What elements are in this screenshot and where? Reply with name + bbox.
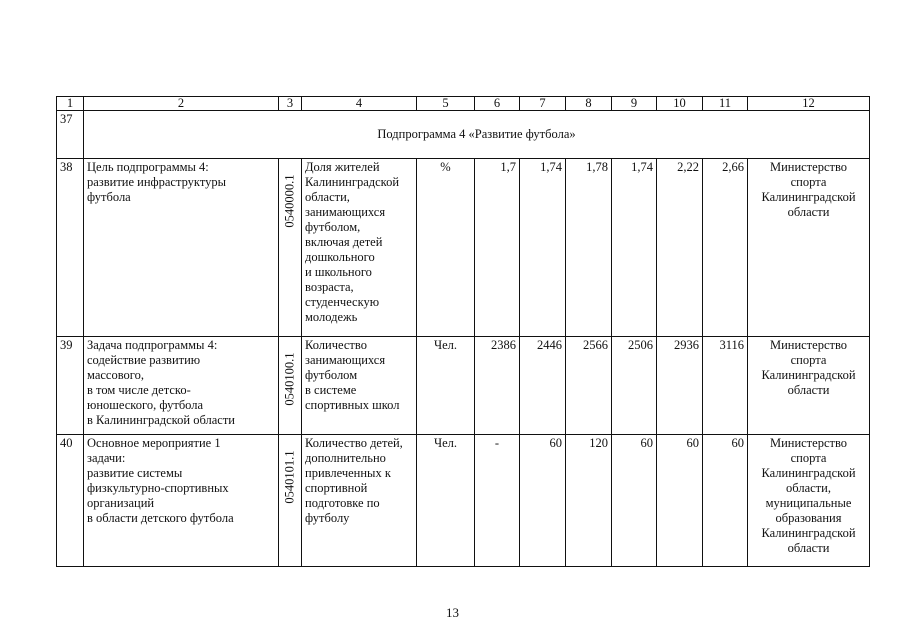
row-value: 2,22: [657, 159, 703, 337]
row-value: 120: [566, 435, 612, 567]
row-code: [279, 159, 302, 337]
row-unit: %: [417, 159, 475, 337]
table-row: [57, 159, 870, 337]
column-number: 6: [475, 97, 520, 111]
row-indicator: Количество детей, дополнительно привлеченных к спортивной подготовке по футболу: [302, 435, 417, 567]
row-name: Основное мероприятие 1 задачи: развитие системы физкультурно-спортивных организаций в области детского футбола: [84, 435, 279, 567]
subprogram-title: Подпрограмма 4 «Развитие футбола»: [84, 111, 870, 159]
column-number-row: [57, 97, 870, 111]
row-name: Цель подпрограммы 4: развитие инфраструктуры футбола: [84, 159, 279, 337]
subprogram-row: [57, 111, 870, 159]
row-value: -: [475, 435, 520, 567]
row-unit: Чел.: [417, 337, 475, 435]
row-code-text: 0540000.1: [282, 174, 297, 228]
column-number: 1: [57, 97, 84, 111]
column-number: 10: [657, 97, 703, 111]
row-value: 2386: [475, 337, 520, 435]
row-name: Задача подпрограммы 4: содействие развитию массового, в том числе детско- юношеского, футбола в Калининградской области: [84, 337, 279, 435]
table-row: [57, 337, 870, 435]
row-value: 2506: [612, 337, 657, 435]
row-code-text: 0540100.1: [282, 352, 297, 406]
row-indicator: Количество занимающихся футболом в системе спортивных школ: [302, 337, 417, 435]
row-value: 2936: [657, 337, 703, 435]
column-number: 3: [279, 97, 302, 111]
column-number: 4: [302, 97, 417, 111]
column-number: 2: [84, 97, 279, 111]
row-value: 1,78: [566, 159, 612, 337]
row-responsible: Министерство спорта Калининградской области: [748, 337, 870, 435]
column-number: 8: [566, 97, 612, 111]
row-value: 60: [657, 435, 703, 567]
row-code: [279, 337, 302, 435]
row-value: 2,66: [703, 159, 748, 337]
row-number: 39: [57, 337, 84, 435]
page-number: 13: [446, 605, 459, 620]
column-number: 12: [748, 97, 870, 111]
row-responsible: Министерство спорта Калининградской области, муниципальные образования Калининградской области: [748, 435, 870, 567]
row-value: 2566: [566, 337, 612, 435]
row-unit: Чел.: [417, 435, 475, 567]
row-value: 60: [703, 435, 748, 567]
column-number: 11: [703, 97, 748, 111]
table-row: [57, 435, 870, 567]
row-value: 2446: [520, 337, 566, 435]
row-value: 1,74: [612, 159, 657, 337]
row-responsible: Министерство спорта Калининградской области: [748, 159, 870, 337]
row-number: 37: [57, 111, 84, 159]
indicators-table: [56, 96, 870, 567]
column-number: 9: [612, 97, 657, 111]
column-number: 5: [417, 97, 475, 111]
row-code-text: 0540101.1: [282, 450, 297, 504]
row-value: 3116: [703, 337, 748, 435]
row-code: [279, 435, 302, 567]
row-value: 1,7: [475, 159, 520, 337]
row-value: 60: [612, 435, 657, 567]
row-number: 40: [57, 435, 84, 567]
row-value: 60: [520, 435, 566, 567]
row-value: 1,74: [520, 159, 566, 337]
row-number: 38: [57, 159, 84, 337]
row-indicator: Доля жителей Калининградской области, занимающихся футболом, включая детей дошкольного и школьного возраста, студенческую молодежь: [302, 159, 417, 337]
column-number: 7: [520, 97, 566, 111]
